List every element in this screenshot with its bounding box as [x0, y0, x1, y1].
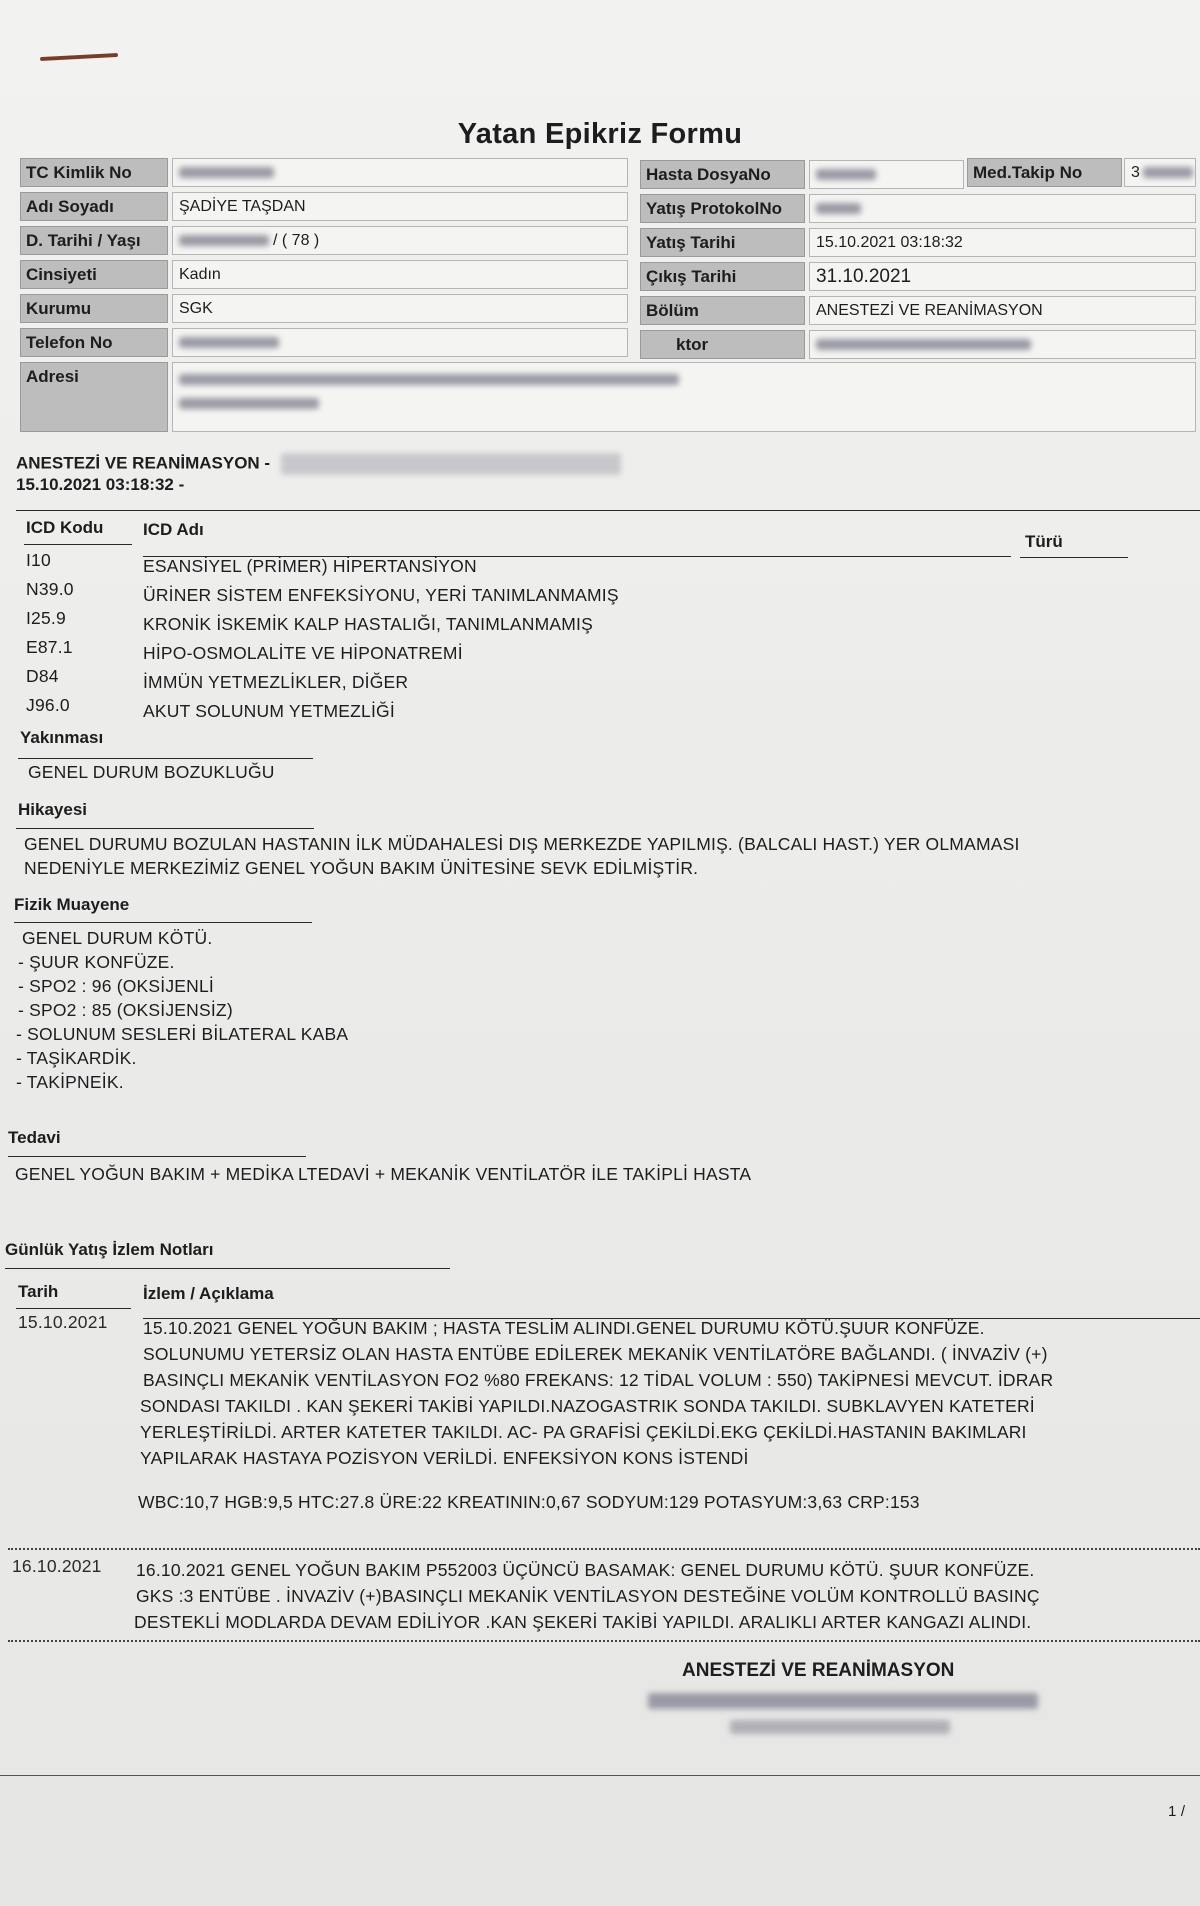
pen-mark: [40, 53, 118, 61]
value-bolum: ANESTEZİ VE REANİMASYON: [809, 296, 1196, 325]
exam-line: - SPO2 : 96 (OKSİJENLİ: [18, 976, 214, 996]
icd-code: J96.0: [26, 695, 70, 715]
label-yatis-tarihi: Yatış Tarihi: [640, 228, 805, 257]
note-line: GKS :3 ENTÜBE . İNVAZİV (+)BASINÇLI MEKANİK VENTİLASYON DESTEĞİNE VOLÜM KONTROLLÜ BASINÇ: [136, 1586, 1040, 1606]
signature-name: [648, 1692, 1038, 1710]
treatment-text: GENEL YOĞUN BAKIM + MEDİKA LTEDAVİ + MEKANİK VENTİLATÖR İLE TAKİPLİ HASTA: [15, 1164, 752, 1184]
label-kurumu: Kurumu: [20, 294, 168, 323]
history-heading: Hikayesi: [18, 800, 87, 819]
divider: [24, 544, 132, 545]
exam-line: - TAKİPNEİK.: [16, 1072, 124, 1092]
treatment-heading: Tedavi: [8, 1128, 61, 1147]
notes-heading: Günlük Yatış İzlem Notları: [5, 1240, 214, 1259]
admission-department: ANESTEZİ VE REANİMASYON -: [16, 453, 621, 475]
icd-code-header: ICD Kodu: [26, 518, 104, 537]
divider: [8, 1156, 306, 1157]
icd-code: N39.0: [26, 579, 74, 599]
icd-name-header: ICD Adı: [143, 520, 204, 539]
label-dogum-tarihi: D. Tarihi / Yaşı: [20, 226, 168, 255]
icd-name: HİPO-OSMOLALİTE VE HİPONATREMİ: [143, 643, 463, 663]
divider: [16, 510, 1200, 511]
value-adi-soyadi: ŞADİYE TAŞDAN: [172, 192, 628, 221]
note-line: 15.10.2021 GENEL YOĞUN BAKIM ; HASTA TESLİM ALINDI.GENEL DURUMU KÖTÜ.ŞUUR KONFÜZE.: [143, 1318, 985, 1338]
icd-name: KRONİK İSKEMİK KALP HASTALIĞI, TANIMLANMAMIŞ: [143, 614, 593, 634]
value-doktor: [809, 330, 1196, 359]
value-hasta-dosya: [809, 160, 964, 189]
value-adres: [172, 362, 1196, 432]
dotted-divider: [8, 1548, 1200, 1550]
divider: [5, 1268, 450, 1269]
exam-line: GENEL DURUM KÖTÜ.: [22, 928, 213, 948]
value-yatis-tarihi: 15.10.2021 03:18:32: [809, 228, 1196, 257]
label-telefon: Telefon No: [20, 328, 168, 357]
divider: [16, 828, 314, 829]
exam-line: - SPO2 : 85 (OKSİJENSİZ): [18, 1000, 233, 1020]
label-med-takip: Med.Takip No: [967, 158, 1122, 187]
value-tc-kimlik: [172, 158, 628, 187]
signature-reg: [730, 1718, 950, 1736]
footer-divider: [0, 1775, 1200, 1776]
exam-line: - SOLUNUM SESLERİ BİLATERAL KABA: [16, 1024, 349, 1044]
icd-type-header: Türü: [1025, 532, 1063, 551]
notes-date-header: Tarih: [18, 1282, 59, 1301]
value-kurumu: SGK: [172, 294, 628, 323]
note-line: YAPILARAK HASTAYA POZİSYON VERİLDİ. ENFEKSİYON KONS İSTENDİ: [140, 1448, 749, 1468]
icd-name: İMMÜN YETMEZLİKLER, DİĞER: [143, 672, 409, 692]
label-yatis-protokol: Yatış ProtokolNo: [640, 194, 805, 223]
note-line: SONDASI TAKILDI . KAN ŞEKERİ TAKİBİ YAPILDI.NAZOGASTRIK SONDA TAKILDI. SUBKLAVYEN KATETERİ: [140, 1396, 1035, 1416]
value-med-takip: 3: [1124, 158, 1196, 187]
admission-datetime: 15.10.2021 03:18:32 -: [16, 475, 185, 494]
icd-code: E87.1: [26, 637, 73, 657]
dotted-divider: [8, 1640, 1200, 1642]
icd-code: I25.9: [26, 608, 66, 628]
icd-name: ÜRİNER SİSTEM ENFEKSİYONU, YERİ TANIMLANMAMIŞ: [143, 585, 619, 605]
page-number: 1 /: [1168, 1803, 1186, 1820]
value-yatis-protokol: [809, 194, 1196, 223]
note-line: BASINÇLI MEKANİK VENTİLASYON FO2 %80 FREKANS: 12 TİDAL VOLUM : 550) TAKİPNESİ MEVCUT. İDRAR: [143, 1370, 1054, 1390]
divider: [18, 758, 313, 759]
value-cinsiyet: Kadın: [172, 260, 628, 289]
note-date: 15.10.2021: [18, 1312, 108, 1332]
history-line: GENEL DURUMU BOZULAN HASTANIN İLK MÜDAHALESİ DIŞ MERKEZDE YAPILMIŞ. (BALCALI HAST.) YER OLMAMASI: [24, 834, 1020, 854]
value-telefon: [172, 328, 628, 357]
history-line: NEDENİYLE MERKEZİMİZ GENEL YOĞUN BAKIM ÜNİTESİNE SEVK EDİLMİŞTİR.: [24, 858, 699, 878]
label-cikis-tarihi: Çıkış Tarihi: [640, 262, 805, 291]
label-hasta-dosya: Hasta DosyaNo: [640, 160, 805, 189]
form-title: Yatan Epikriz Formu: [457, 118, 743, 150]
note-line: DESTEKLİ MODLARDA DEVAM EDİLİYOR .KAN ŞEKERİ TAKİBİ YAPILDI. ARALIKLI ARTER KANGAZI ALINDI.: [134, 1612, 1032, 1632]
icd-code: D84: [26, 666, 59, 686]
exam-line: - ŞUUR KONFÜZE.: [18, 952, 175, 972]
divider: [16, 1308, 131, 1309]
complaint-text: GENEL DURUM BOZUKLUĞU: [28, 762, 275, 782]
value-cikis-tarihi: 31.10.2021: [809, 262, 1196, 291]
divider: [14, 922, 312, 923]
note-date: 16.10.2021: [12, 1556, 102, 1576]
icd-name: AKUT SOLUNUM YETMEZLİĞİ: [143, 701, 395, 721]
notes-desc-header: İzlem / Açıklama: [143, 1284, 274, 1303]
exam-heading: Fizik Muayene: [14, 895, 130, 914]
signature-department: ANESTEZİ VE REANİMASYON: [682, 1660, 955, 1681]
note-line: 16.10.2021 GENEL YOĞUN BAKIM P552003 ÜÇÜNCÜ BASAMAK: GENEL DURUMU KÖTÜ. ŞUUR KONFÜZE.: [136, 1560, 1035, 1580]
label-bolum: Bölüm: [640, 296, 805, 325]
note-line: SOLUNUMU YETERSİZ OLAN HASTA ENTÜBE EDİLEREK MEKANİK VENTİLATÖRE BAĞLANDI. ( İNVAZİV (+): [143, 1344, 1048, 1364]
icd-name: ESANSİYEL (PRİMER) HİPERTANSİYON: [143, 556, 477, 576]
note-labs: WBC:10,7 HGB:9,5 HTC:27.8 ÜRE:22 KREATININ:0,67 SODYUM:129 POTASYUM:3,63 CRP:153: [138, 1492, 920, 1512]
exam-line: - TAŞİKARDİK.: [16, 1048, 137, 1068]
divider: [1020, 557, 1128, 558]
label-doktor: ktor: [640, 330, 805, 359]
value-dogum-tarihi: / ( 78 ): [172, 226, 628, 255]
label-adres: Adresi: [20, 362, 168, 432]
complaint-heading: Yakınması: [20, 728, 104, 747]
label-tc-kimlik: TC Kimlik No: [20, 158, 168, 187]
label-cinsiyet: Cinsiyeti: [20, 260, 168, 289]
label-adi-soyadi: Adı Soyadı: [20, 192, 168, 221]
icd-code: I10: [26, 550, 51, 570]
note-line: YERLEŞTİRİLDİ. ARTER KATETER TAKILDI. AC- PA GRAFİSİ ÇEKİLDİ.EKG ÇEKİLDİ.HASTANIN BAKIMLARI: [140, 1422, 1027, 1442]
